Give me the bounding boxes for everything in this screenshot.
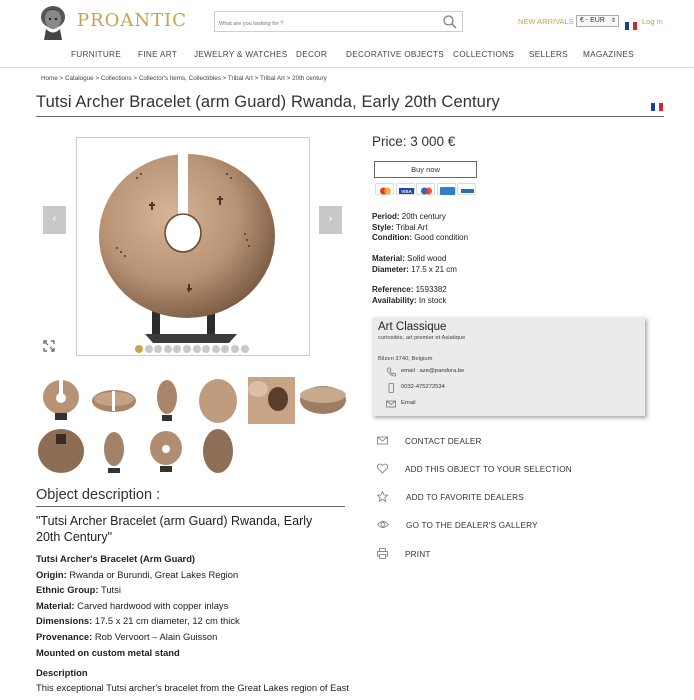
origin-label: Origin: <box>36 568 67 580</box>
thumbnail-6[interactable] <box>300 377 347 424</box>
style-label: Style: <box>372 222 394 232</box>
mastercard-icon <box>375 183 394 195</box>
provenance-label: Provenance: <box>36 630 93 642</box>
dealer-gallery-label[interactable]: GO TO THE DEALER'S GALLERY <box>406 521 538 530</box>
dealer-phone[interactable]: 0032-475272534 <box>401 384 445 390</box>
logo-head-icon[interactable] <box>36 4 70 40</box>
dealer-card <box>372 317 645 416</box>
material-spec-value: Solid wood <box>407 254 447 263</box>
paypal-icon <box>457 183 476 195</box>
flag-fr-icon[interactable] <box>651 98 663 106</box>
slider-dot-9[interactable] <box>212 345 220 353</box>
condition-value: Good condition <box>414 233 469 242</box>
slider-prev-button[interactable]: ‹ <box>43 206 66 234</box>
currency-select[interactable] <box>576 15 619 27</box>
description-subheading: Description <box>36 667 88 678</box>
search-input[interactable] <box>215 15 435 34</box>
dealer-email-text: email : aze@pandora.be <box>401 368 465 374</box>
select-arrows-icon: ⇕ <box>610 18 616 24</box>
svg-text:VISA: VISA <box>400 189 412 194</box>
title-divider <box>36 116 664 117</box>
search-icon[interactable] <box>443 15 457 29</box>
flag-fr-icon[interactable] <box>625 17 637 25</box>
dealer-address: Bilzen 3740, Belgium <box>378 356 433 362</box>
envelope-icon <box>377 435 388 446</box>
thumbnail-1[interactable] <box>38 377 85 424</box>
period-value: 20th century <box>401 212 446 221</box>
availability-label: Availability: <box>372 295 417 305</box>
thumbnail-10[interactable] <box>202 428 235 475</box>
site-header <box>0 0 694 42</box>
price: Price: 3 000 € <box>372 134 456 149</box>
specs-period-group <box>372 212 468 244</box>
period-label: Period: <box>372 212 400 221</box>
main-product-image[interactable] <box>76 137 310 356</box>
mounted-note: Mounted on custom metal stand <box>36 646 180 658</box>
ethnic-value: Tutsi <box>100 584 121 596</box>
provenance-value: Rob Vervoort – Alain Guisson <box>94 630 218 642</box>
nav-sellers[interactable]: SELLERS <box>529 50 568 59</box>
logo-text[interactable]: PROANTIC <box>77 10 188 31</box>
slider-dot-4[interactable] <box>164 345 172 353</box>
specs-reference-group <box>372 285 447 306</box>
object-description-heading: Object description : <box>36 487 161 503</box>
slider-dot-3[interactable] <box>154 345 162 353</box>
page-title: Tutsi Archer Bracelet (arm Guard) Rwanda, Early 20th Century <box>36 93 500 111</box>
slider-dot-7[interactable] <box>193 345 201 353</box>
slider-dot-1[interactable] <box>135 345 143 353</box>
material-value: Carved hardwood with copper inlays <box>77 599 229 611</box>
star-icon <box>377 491 388 502</box>
slider-dot-10[interactable] <box>221 345 229 353</box>
slider-dot-11[interactable] <box>231 345 239 353</box>
nav-jewelry-watches[interactable]: JEWELRY & WATCHES <box>194 50 288 59</box>
add-favorite-dealer-label[interactable]: ADD TO FAVORITE DEALERS <box>406 493 524 502</box>
dealer-email-link[interactable]: Email <box>401 400 416 406</box>
expand-icon[interactable] <box>43 340 55 352</box>
dimensions-value: 17.5 x 21 cm diameter, 12 cm thick <box>94 615 240 627</box>
slider-next-button[interactable]: › <box>319 206 342 234</box>
contact-dealer-label[interactable]: CONTACT DEALER <box>405 437 482 446</box>
nav-furniture[interactable]: FURNITURE <box>71 50 122 59</box>
maestro-icon <box>416 183 435 195</box>
reference-value: 1593382 <box>415 285 447 294</box>
slider-dot-12[interactable] <box>241 345 249 353</box>
phone-icon <box>386 367 396 377</box>
description-divider <box>36 506 345 507</box>
dimensions-label: Dimensions: <box>36 615 93 627</box>
print-label[interactable]: PRINT <box>405 550 431 559</box>
availability-value: In stock <box>418 295 447 305</box>
search-bar <box>214 11 463 32</box>
visa-icon <box>396 183 415 195</box>
slider-dot-2[interactable] <box>145 345 153 353</box>
currency-value: € - EUR <box>580 17 605 24</box>
style-value: Tribal Art <box>395 222 428 232</box>
nav-collections[interactable]: COLLECTIONS <box>453 50 515 59</box>
envelope-icon <box>386 399 396 409</box>
printer-icon <box>377 548 388 559</box>
material-spec-label: Material: <box>372 254 405 263</box>
dealer-name[interactable]: Art Classique <box>378 321 447 333</box>
origin-value: Rwanda or Burundi, Great Lakes Region <box>69 568 239 580</box>
thumbnail-8[interactable] <box>99 428 129 475</box>
payment-methods <box>375 183 478 196</box>
slider-dot-6[interactable] <box>183 345 191 353</box>
thumbnail-2[interactable] <box>91 377 138 424</box>
slider-dot-5[interactable] <box>173 345 181 353</box>
thumbnail-7[interactable] <box>38 428 85 475</box>
bracelet-image <box>77 138 310 356</box>
heart-icon <box>377 463 388 474</box>
dealer-subtitle: curiosités, art premier et Asiatique <box>378 335 466 341</box>
breadcrumb[interactable]: Home > Catalogue > Collections > Collector's Items, Collectibles > Tribal Art > Tribal Art > 20th century <box>41 75 327 82</box>
slider-dot-8[interactable] <box>202 345 210 353</box>
login-link[interactable]: Log In <box>642 17 663 26</box>
thumbnail-5[interactable] <box>248 377 295 424</box>
slider-dots <box>135 345 250 353</box>
ethnic-label: Ethnic Group: <box>36 584 99 596</box>
nav-decor[interactable]: DECOR <box>296 50 328 59</box>
diameter-label: Diameter: <box>372 264 409 274</box>
amex-icon <box>437 183 456 195</box>
main-nav <box>0 42 694 68</box>
thumbnail-3[interactable] <box>151 377 184 424</box>
add-to-selection-label[interactable]: ADD THIS OBJECT TO YOUR SELECTION <box>405 465 572 474</box>
description-text: This exceptional Tutsi archer's bracelet from the Great Lakes region of East <box>36 682 349 693</box>
description-quote-title: "Tutsi Archer Bracelet (arm Guard) Rwanda, Early 20th Century" <box>36 514 313 544</box>
reference-label: Reference: <box>372 285 414 294</box>
thumbnail-9[interactable] <box>148 428 185 475</box>
diameter-value: 17.5 x 21 cm <box>411 264 457 274</box>
item-name: Tutsi Archer's Bracelet (Arm Guard) <box>36 553 196 564</box>
nav-fine-art[interactable]: FINE ART <box>138 50 178 59</box>
eye-icon <box>377 519 389 530</box>
nav-decorative-objects[interactable]: DECORATIVE OBJECTS <box>346 50 445 59</box>
condition-label: Condition: <box>372 233 412 242</box>
material-label: Material: <box>36 599 75 611</box>
mobile-icon <box>386 383 396 393</box>
nav-magazines[interactable]: MAGAZINES <box>583 50 634 59</box>
description-details <box>36 551 356 660</box>
new-arrivals-link[interactable]: NEW ARRIVALS <box>518 17 574 26</box>
specs-material-group <box>372 254 457 275</box>
thumbnail-4[interactable] <box>196 377 240 424</box>
buy-now-button[interactable]: Buy now <box>374 161 477 178</box>
